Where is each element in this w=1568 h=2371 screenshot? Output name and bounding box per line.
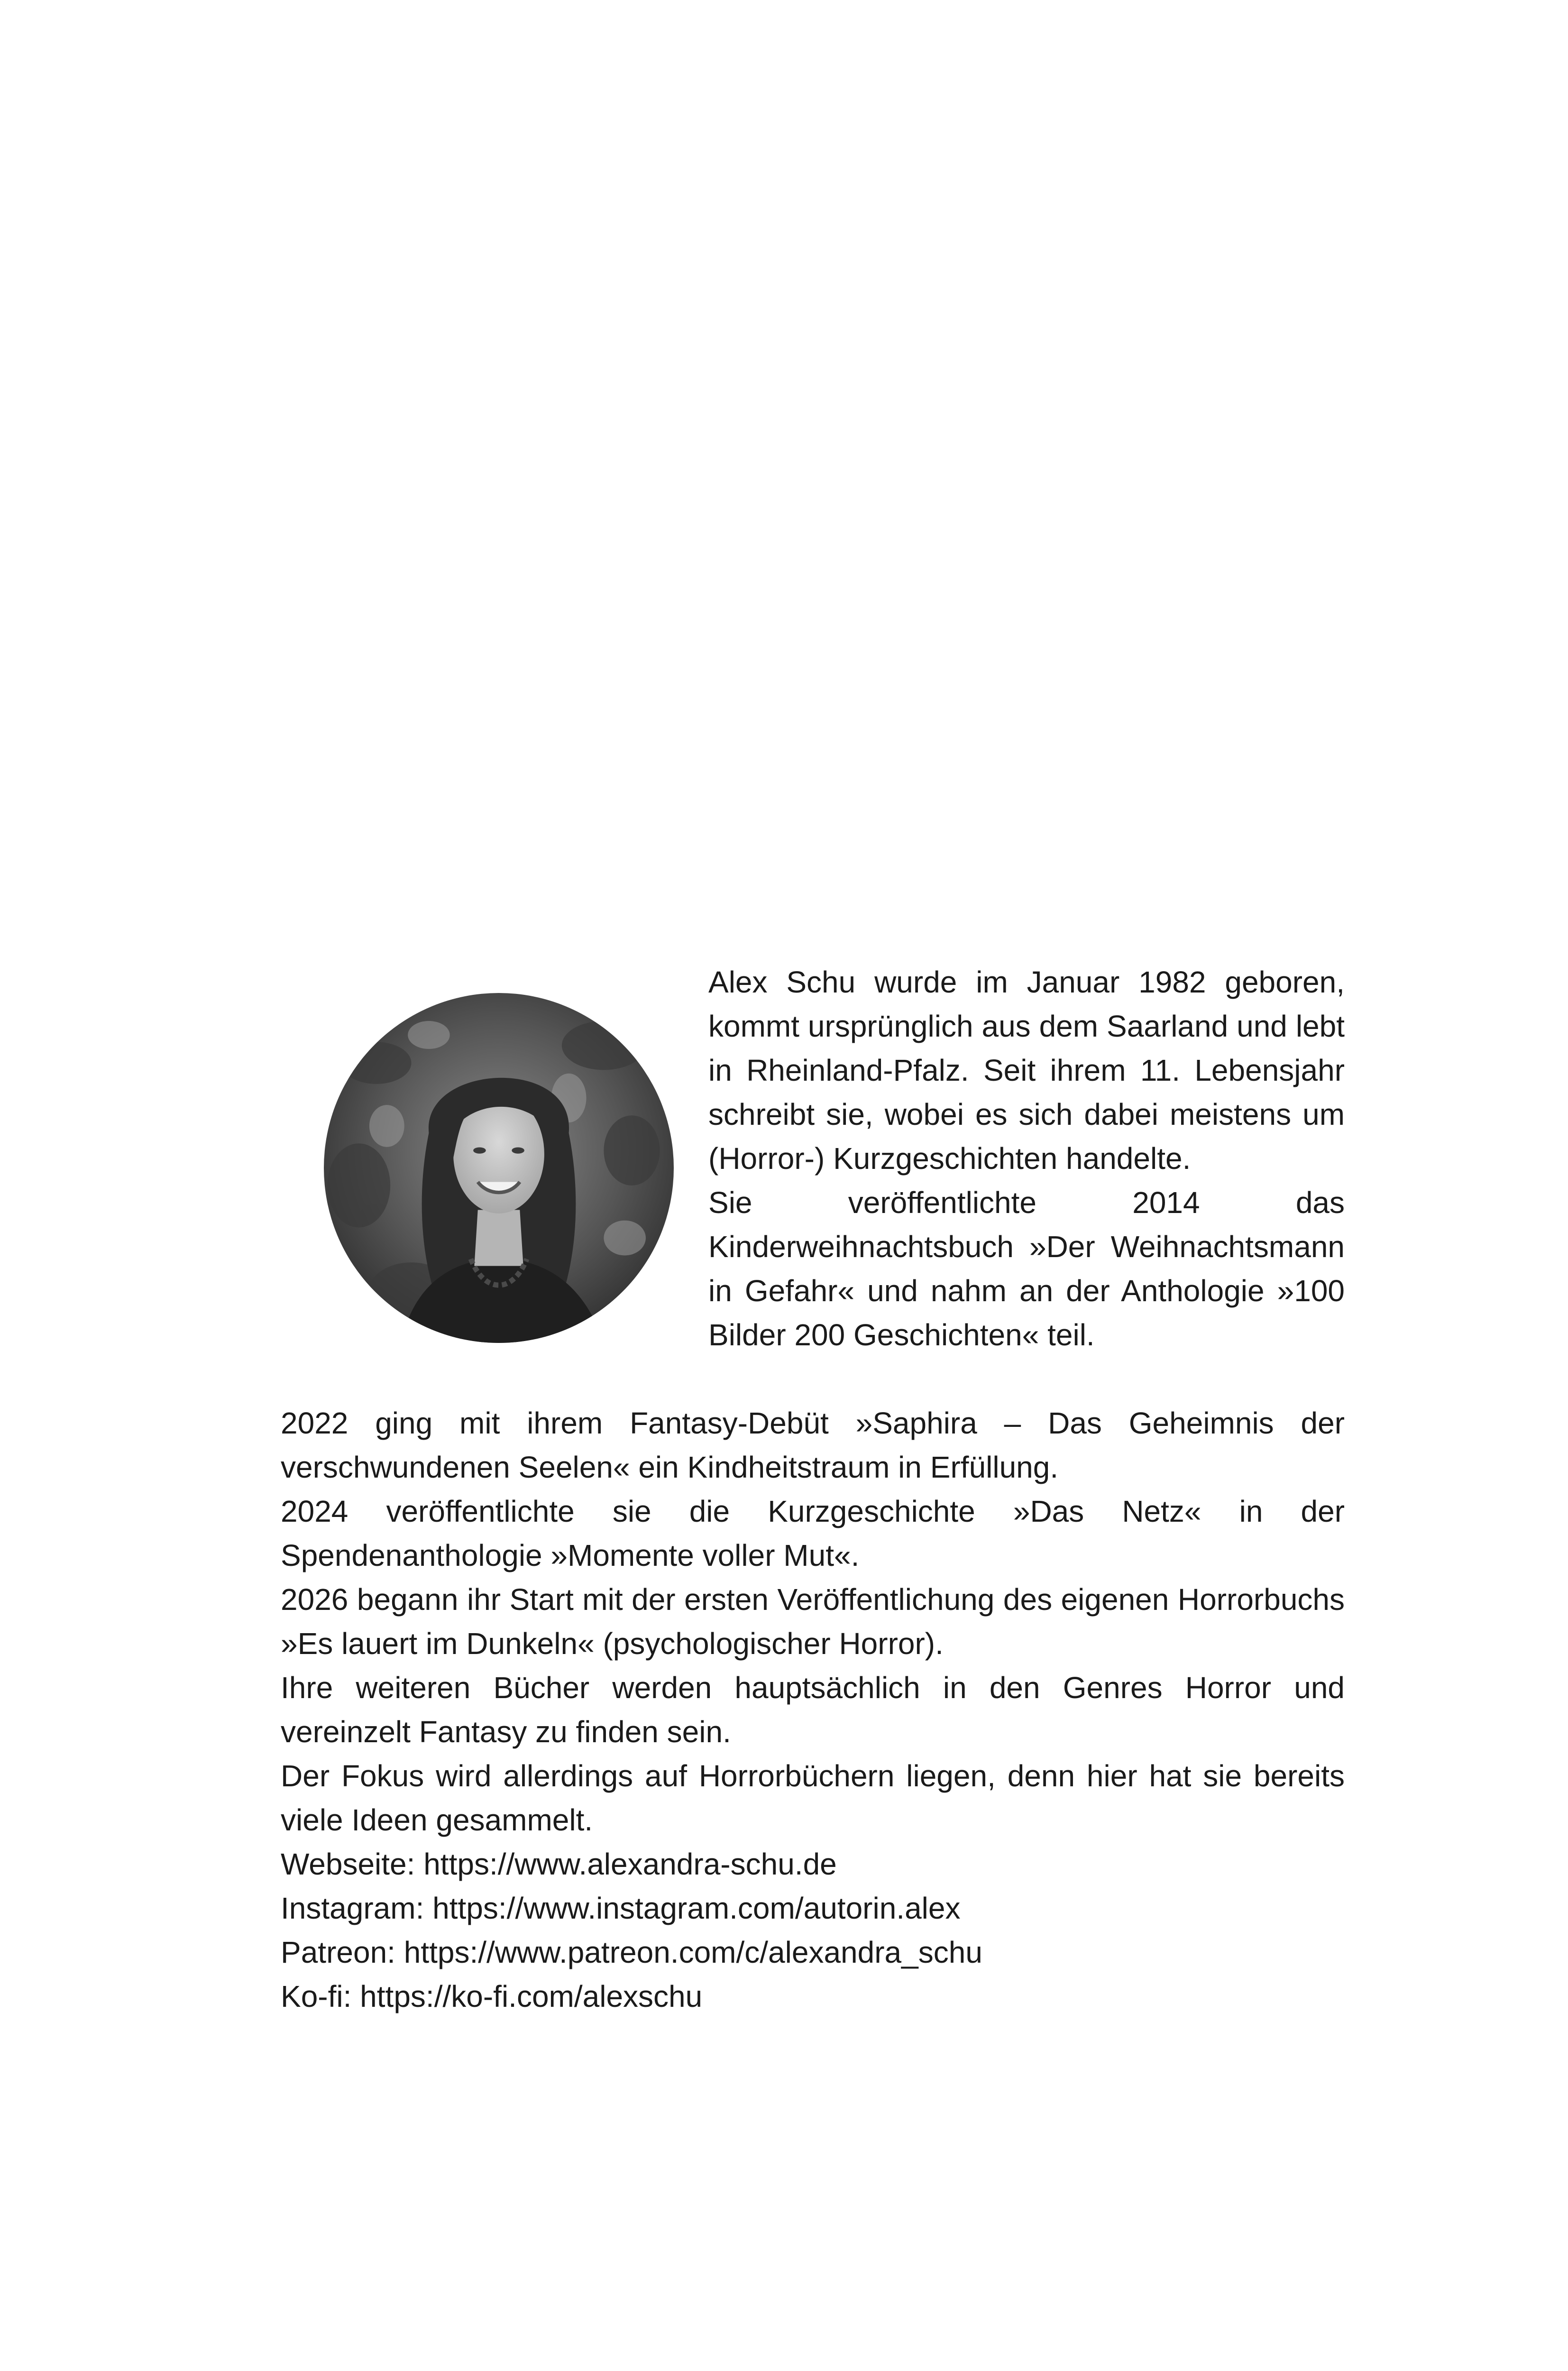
- bio-genres: Ihre weiteren Bücher werden hauptsächlich in den Genres Horror und vereinzelt Fantasy zu finden sein.: [281, 1671, 1345, 1749]
- bio-2024: 2024 veröffentlichte sie die Kurzgeschichte »Das Netz« in der Spendenanthologie »Momente voller Mut«.: [281, 1494, 1345, 1572]
- patreon-link[interactable]: Patreon: https://www.patreon.com/c/alexandra_schu: [281, 1935, 982, 1969]
- bio-full-column: [281, 1401, 1345, 2019]
- bio-2026: 2026 begann ihr Start mit der ersten Veröffentlichung des eigenen Horrorbuchs »Es lauert im Dunkeln« (psychologischer Horror).: [281, 1582, 1345, 1661]
- bio-intro: Alex Schu wurde im Januar 1982 geboren, kommt ursprünglich aus dem Saarland und lebt in Rheinland-Pfalz. Seit ihrem 11. Lebensjahr schreibt sie, wobei es sich dabei meistens um (Horror-) Kurzgeschichten handelte.: [708, 965, 1345, 1176]
- author-portrait-icon: [324, 993, 674, 1343]
- bio-2022: 2022 ging mit ihrem Fantasy-Debüt »Saphira – Das Geheimnis der verschwundenen Seelen« ein Kindheitstraum in Erfüllung.: [281, 1406, 1345, 1484]
- bio-2014: Sie veröffentlichte 2014 das Kinderweihnachtsbuch »Der Weihnachtsmann in Gefahr« und nahm an der Anthologie »100 Bilder 200 Geschichten« teil.: [708, 1186, 1345, 1352]
- bio-focus: Der Fokus wird allerdings auf Horrorbüchern liegen, denn hier hat sie bereits viele Ideen gesammelt.: [281, 1759, 1345, 1837]
- social-links: [281, 1842, 1345, 2019]
- kofi-link[interactable]: Ko-fi: https://ko-fi.com/alexschu: [281, 1979, 703, 2013]
- author-photo: [324, 993, 674, 1343]
- website-link[interactable]: Webseite: https://www.alexandra-schu.de: [281, 1847, 837, 1881]
- bio-top-column: [708, 960, 1345, 1357]
- instagram-link[interactable]: Instagram: https://www.instagram.com/autorin.alex: [281, 1891, 961, 1925]
